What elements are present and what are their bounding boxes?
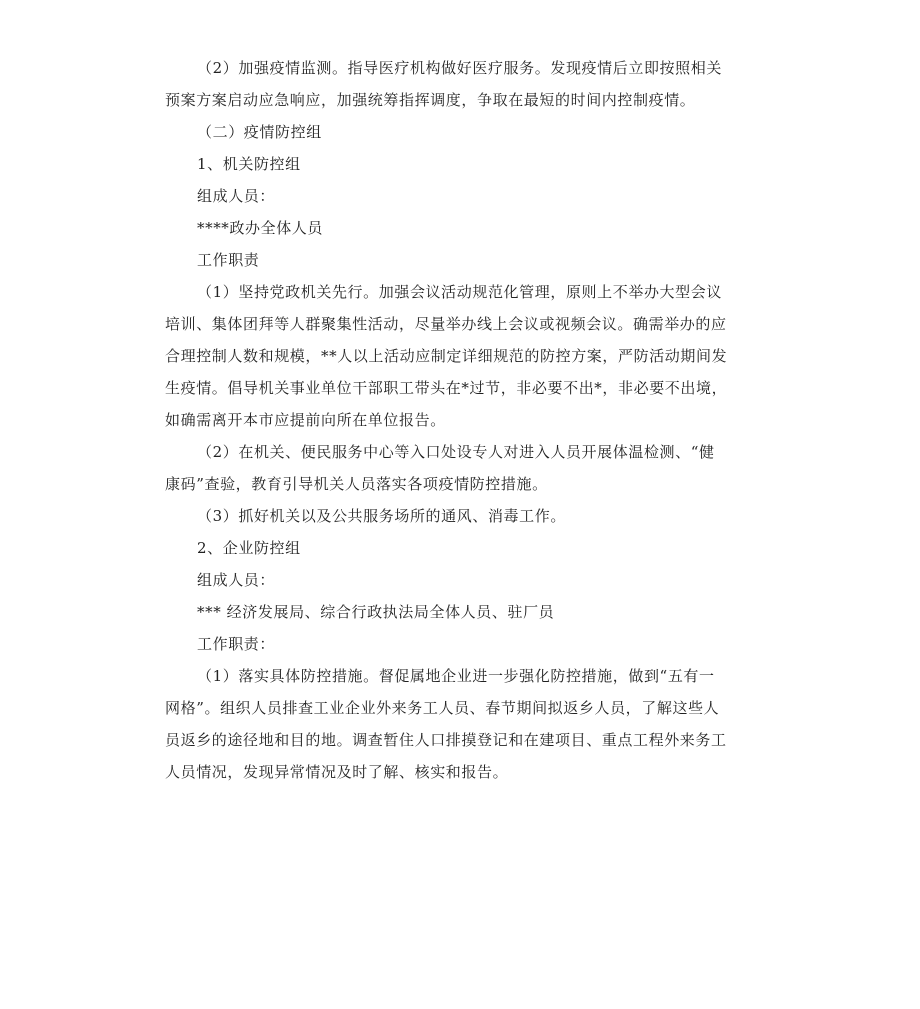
paragraph-ventilation	[165, 500, 757, 532]
text-line: 如确需离开本市应提前向所在单位报告。	[165, 411, 446, 429]
text-line: 2、企业防控组	[197, 539, 301, 557]
text-line: 合理控制人数和规模，**人以上活动应制定详细规范的防控方案，严防活动期间发	[165, 347, 728, 365]
text-line: 工作职责	[197, 251, 260, 269]
text-line: （2）在机关、便民服务中心等入口处设专人对进入人员开展体温检测、“健	[197, 443, 715, 461]
text-line: （1）落实具体防控措施。督促属地企业进一步强化防控措施，做到“五有一	[197, 667, 715, 685]
text-line: （1）坚持党政机关先行。加强会议活动规范化管理，原则上不举办大型会议	[197, 283, 722, 301]
paragraph-enterprise-measures	[165, 660, 757, 788]
subsection-heading-agency-group	[165, 148, 757, 180]
duties-label	[165, 628, 757, 660]
members-value	[165, 596, 757, 628]
text-line: 工作职责：	[197, 635, 276, 653]
document-body	[165, 52, 757, 788]
text-line: 培训、集体团拜等人群聚集性活动，尽量举办线上会议或视频会议。确需举办的应	[165, 315, 727, 333]
members-value	[165, 212, 757, 244]
members-label	[165, 564, 757, 596]
text-line: 组成人员：	[197, 571, 276, 589]
text-line: 预案方案启动应急响应，加强统筹指挥调度，争取在最短的时间内控制疫情。	[165, 91, 696, 109]
text-line: 康码”查验，教育引导机关人员落实各项疫情防控措施。	[165, 475, 548, 493]
text-line: 组成人员：	[197, 187, 276, 205]
text-line: （2）加强疫情监测。指导医疗机构做好医疗服务。发现疫情后立即按照相关	[197, 59, 722, 77]
text-line: 1、机关防控组	[197, 155, 301, 173]
text-line: 生疫情。倡导机关事业单位干部职工带头在*过节，非必要不出*，非必要不出境，	[165, 379, 728, 397]
paragraph-epidemic-monitoring	[165, 52, 757, 116]
text-line: （3）抓好机关以及公共服务场所的通风、消毒工作。	[197, 507, 566, 525]
members-label	[165, 180, 757, 212]
text-line: （二）疫情防控组	[197, 123, 322, 141]
section-heading-prevention-group	[165, 116, 757, 148]
text-line: 员返乡的途径地和目的地。调查暂住人口排摸登记和在建项目、重点工程外来务工	[165, 731, 727, 749]
text-line: 网格”。组织人员排查工业企业外来务工人员、春节期间拟返乡人员，了解这些人	[165, 699, 720, 717]
text-line: ****政办全体人员	[197, 219, 324, 237]
text-line: *** 经济发展局、综合行政执法局全体人员、驻厂员	[197, 603, 555, 621]
duties-label	[165, 244, 757, 276]
paragraph-entrance-checks	[165, 436, 757, 500]
paragraph-agency-first	[165, 276, 757, 436]
subsection-heading-enterprise-group	[165, 532, 757, 564]
text-line: 人员情况，发现异常情况及时了解、核实和报告。	[165, 763, 509, 781]
